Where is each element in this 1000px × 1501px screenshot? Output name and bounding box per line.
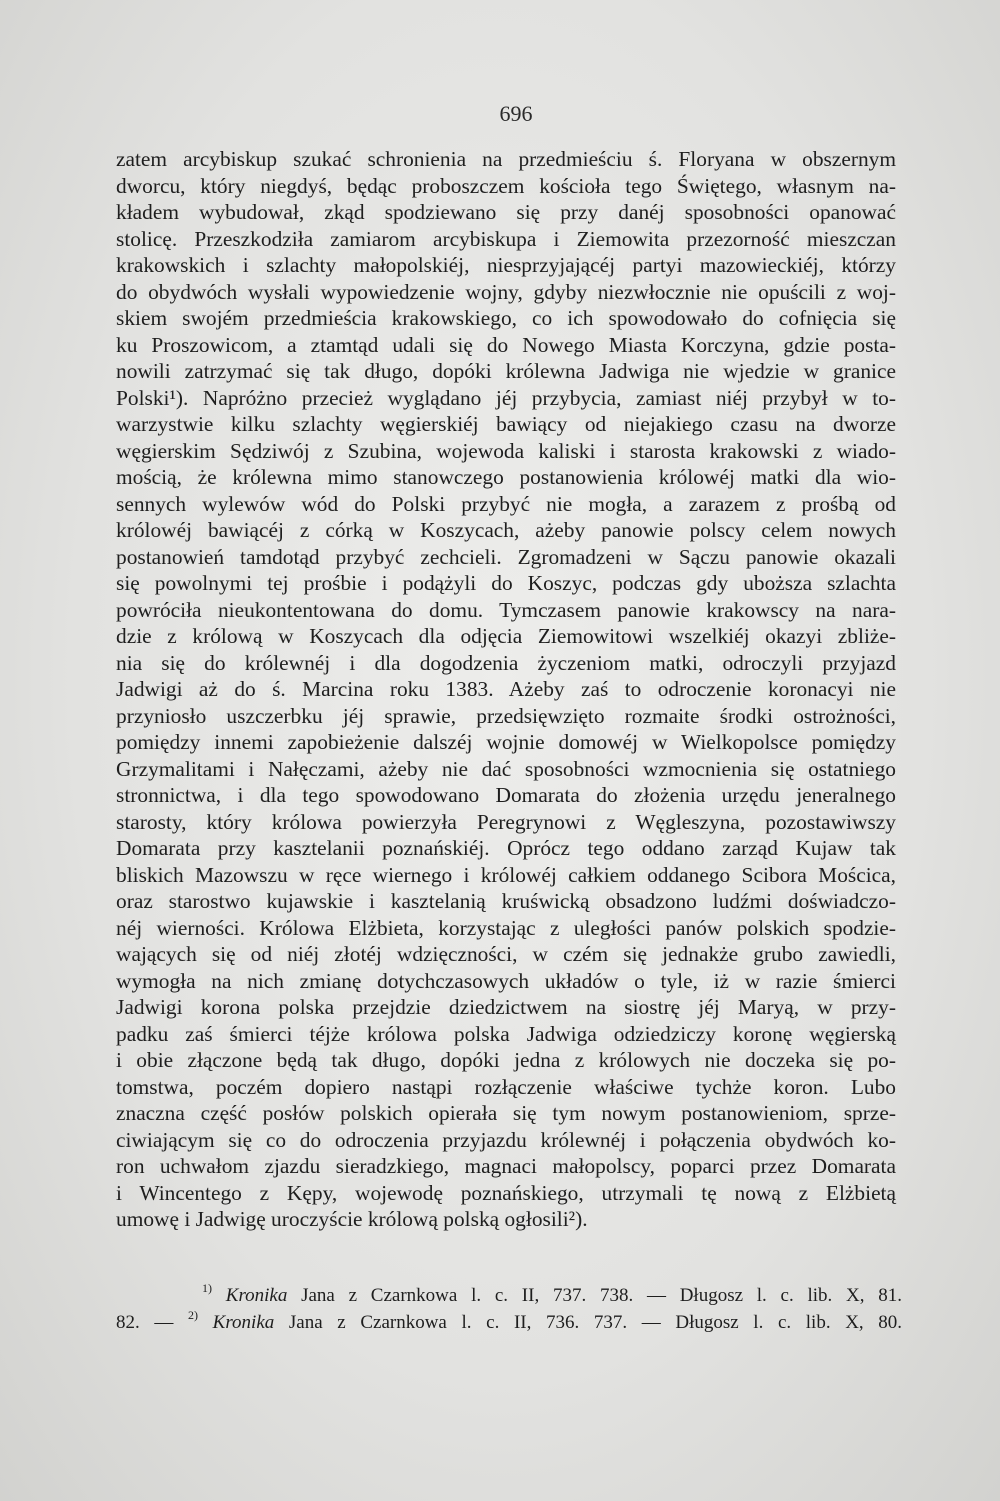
text-line: znaczna część posłów polskich opierała się tym nowym postanowieniom, sprze- — [116, 1101, 896, 1125]
text-line: ron uchwałom zjazdu sieradzkiego, magnaci małopolscy, poparci przez Domarata — [116, 1154, 896, 1178]
footnote-1-text: Jana z Czarnkowa l. c. II, 737. 738. — Długosz l. c. lib. X, 81. — [301, 1285, 903, 1306]
text-line: padku zaś śmierci téjże królowa polska Jadwiga odziedziczy koronę węgierską — [116, 1021, 896, 1046]
text-line: kładem wybudował, zkąd spodziewano się przy danéj sposobności opanować — [116, 200, 896, 224]
text-line: oraz starostwo kujawskie i kasztelanią kruświcką obsadzono ludźmi doświadczo- — [116, 889, 896, 913]
text-line: zatem arcybiskup szukać schronienia na przedmieściu ś. Floryana w obszernym — [116, 147, 896, 171]
text-line: się powolnymi tej prośbie i podążyli do Koszyc, podczas gdy uboższa szlachta — [116, 571, 896, 595]
text-line: i obie złączone będą tak długo, dopóki jedna z królowych nie doczeka się po- — [116, 1048, 896, 1072]
text-line: do obydwóch wysłali wypowiedzenie wojny, gdyby niezwłocznie nie opuścili z woj- — [116, 279, 896, 304]
text-line: wających się od niéj złotéj wdzięczności, w czém się jednakże grubo zawiedli, — [116, 942, 896, 966]
text-line: skiem swojém przedmieścia krakowskiego, co ich spowodowało do cofnięcia się — [116, 306, 896, 330]
text-line: stolicę. Przeszkodziła zamiarom arcybiskupa i Ziemowita przezorność mieszczan — [116, 226, 896, 251]
page-number: 696 — [499, 101, 533, 126]
text-line: Jadwigi korona polska przejdzie dziedzictwem na siostrę jéj Maryą, w przy- — [116, 995, 896, 1019]
footnote-line-2 — [116, 1309, 902, 1336]
text-line: powróciła nieukontentowana do domu. Tymczasem panowie krakowscy na nara- — [116, 597, 896, 622]
text-line: néj wierności. Królowa Elżbieta, korzystając z uległości panów polskich spodzie- — [116, 915, 896, 940]
text-line: pomiędzy innemi zapobieżenie dalszéj wojnie domowéj w Wielkopolsce pomiędzy — [116, 730, 896, 754]
text-line: Grzymalitami i Nałęczami, ażeby nie dać sposobności wzmocnienia się ostatniego — [116, 756, 896, 781]
text-line: przyniosło uszczerbku jéj sprawie, przedsięwzięto rozmaite środki ostrożności, — [116, 703, 896, 728]
text-line: wymogła na nich zmianę dotychczasowych układów o tyle, iż w razie śmierci — [116, 968, 896, 993]
text-line: sennych wylewów wód do Polski przybyć nie mogła, a zarazem z prośbą od — [116, 491, 896, 516]
text-line: królowéj bawiącéj z córką w Koszycach, ażeby panowie polscy celem nowych — [116, 518, 896, 542]
text-line: warzystwie kilku szlachty węgierskiéj bawiący od niejakiego czasu na dworze — [116, 412, 896, 436]
footnote-2-italic: Kronika — [212, 1312, 275, 1333]
text-line: stronnictwa, i dla tego spowodowano Domarata do złożenia urzędu jeneralnego — [116, 783, 896, 807]
footnote-2-text: Jana z Czarnkowa l. c. II, 736. 737. — Długosz l. c. lib. X, 80. — [288, 1312, 903, 1333]
footnote-1-italic: Kronika — [225, 1285, 288, 1306]
text-line: krakowskich i szlachty małopolskiéj, niesprzyjającéj partyi mazowieckiéj, którzy — [116, 253, 896, 277]
footnote-line-1 — [116, 1282, 902, 1309]
footnotes — [116, 1282, 902, 1336]
text-line: nia się do królewnéj i dla dogodzenia życzeniom matki, odroczyli przyjazd — [116, 650, 896, 675]
text-line: starosty, który królowa powierzyła Peregrynowi z Węgleszyna, pozostawiwszy — [116, 809, 896, 834]
text-line: mością, że królewna mimo stanowczego postanowienia królowéj matki dla wio- — [116, 465, 896, 489]
text-line: nowili zatrzymać się tak długo, dopóki królewna Jadwiga nie wjedzie w granice — [116, 359, 896, 383]
text-line: dworcu, który niegdyś, będąc proboszczem kościoła tego Świętego, własnym na- — [116, 173, 896, 198]
text-line: węgierskim Sędziwój z Szubina, wojewoda kaliski i starosta krakowski z wiado- — [116, 438, 896, 463]
text-line: tomstwa, poczém dopiero nastąpi rozłączenie właściwe tychże koron. Lubo — [116, 1074, 896, 1099]
text-line: ku Proszowicom, a ztamtąd udali się do Nowego Miasta Korczyna, gdzie posta- — [116, 332, 896, 357]
text-line: Jadwigi aż do ś. Marcina roku 1383. Ażeby zaś to odroczenie koronacyi nie — [116, 677, 896, 701]
footnote-marker-1: 1) — [202, 1281, 212, 1295]
text-line: ciwiającym się co do odroczenia przyjazdu królewnéj i połączenia obydwóch ko- — [116, 1127, 896, 1152]
text-line: Domarata przy kasztelanii poznańskiéj. Oprócz tego oddano zarząd Kujaw tak — [116, 836, 896, 860]
text-line: postanowień tamdotąd przybyć zechcieli. Zgromadzeni w Sączu panowie okazali — [116, 544, 896, 569]
text-line: dzie z królową w Koszycach dla odjęcia Ziemowitowi wszelkiéj okazyi zbliże- — [116, 624, 896, 648]
footnote-marker-2: 2) — [188, 1308, 199, 1322]
body-text — [116, 146, 896, 1233]
text-line: i Wincentego z Kępy, wojewodę poznańskiego, utrzymali tę nową z Elżbietą — [116, 1180, 896, 1205]
text-line: bliskich Mazowszu w ręce wiernego i królowéj całkiem oddanego Scibora Mościca, — [116, 862, 896, 887]
text-line: umowę i Jadwigę uroczyście królową polską ogłosili²). — [116, 1207, 588, 1231]
text-line: Polski¹). Napróżno przecież wyglądano jéj przybycia, zamiast niéj przybył w to- — [116, 385, 896, 410]
footnote-1-continuation: 82. — — [116, 1312, 174, 1333]
